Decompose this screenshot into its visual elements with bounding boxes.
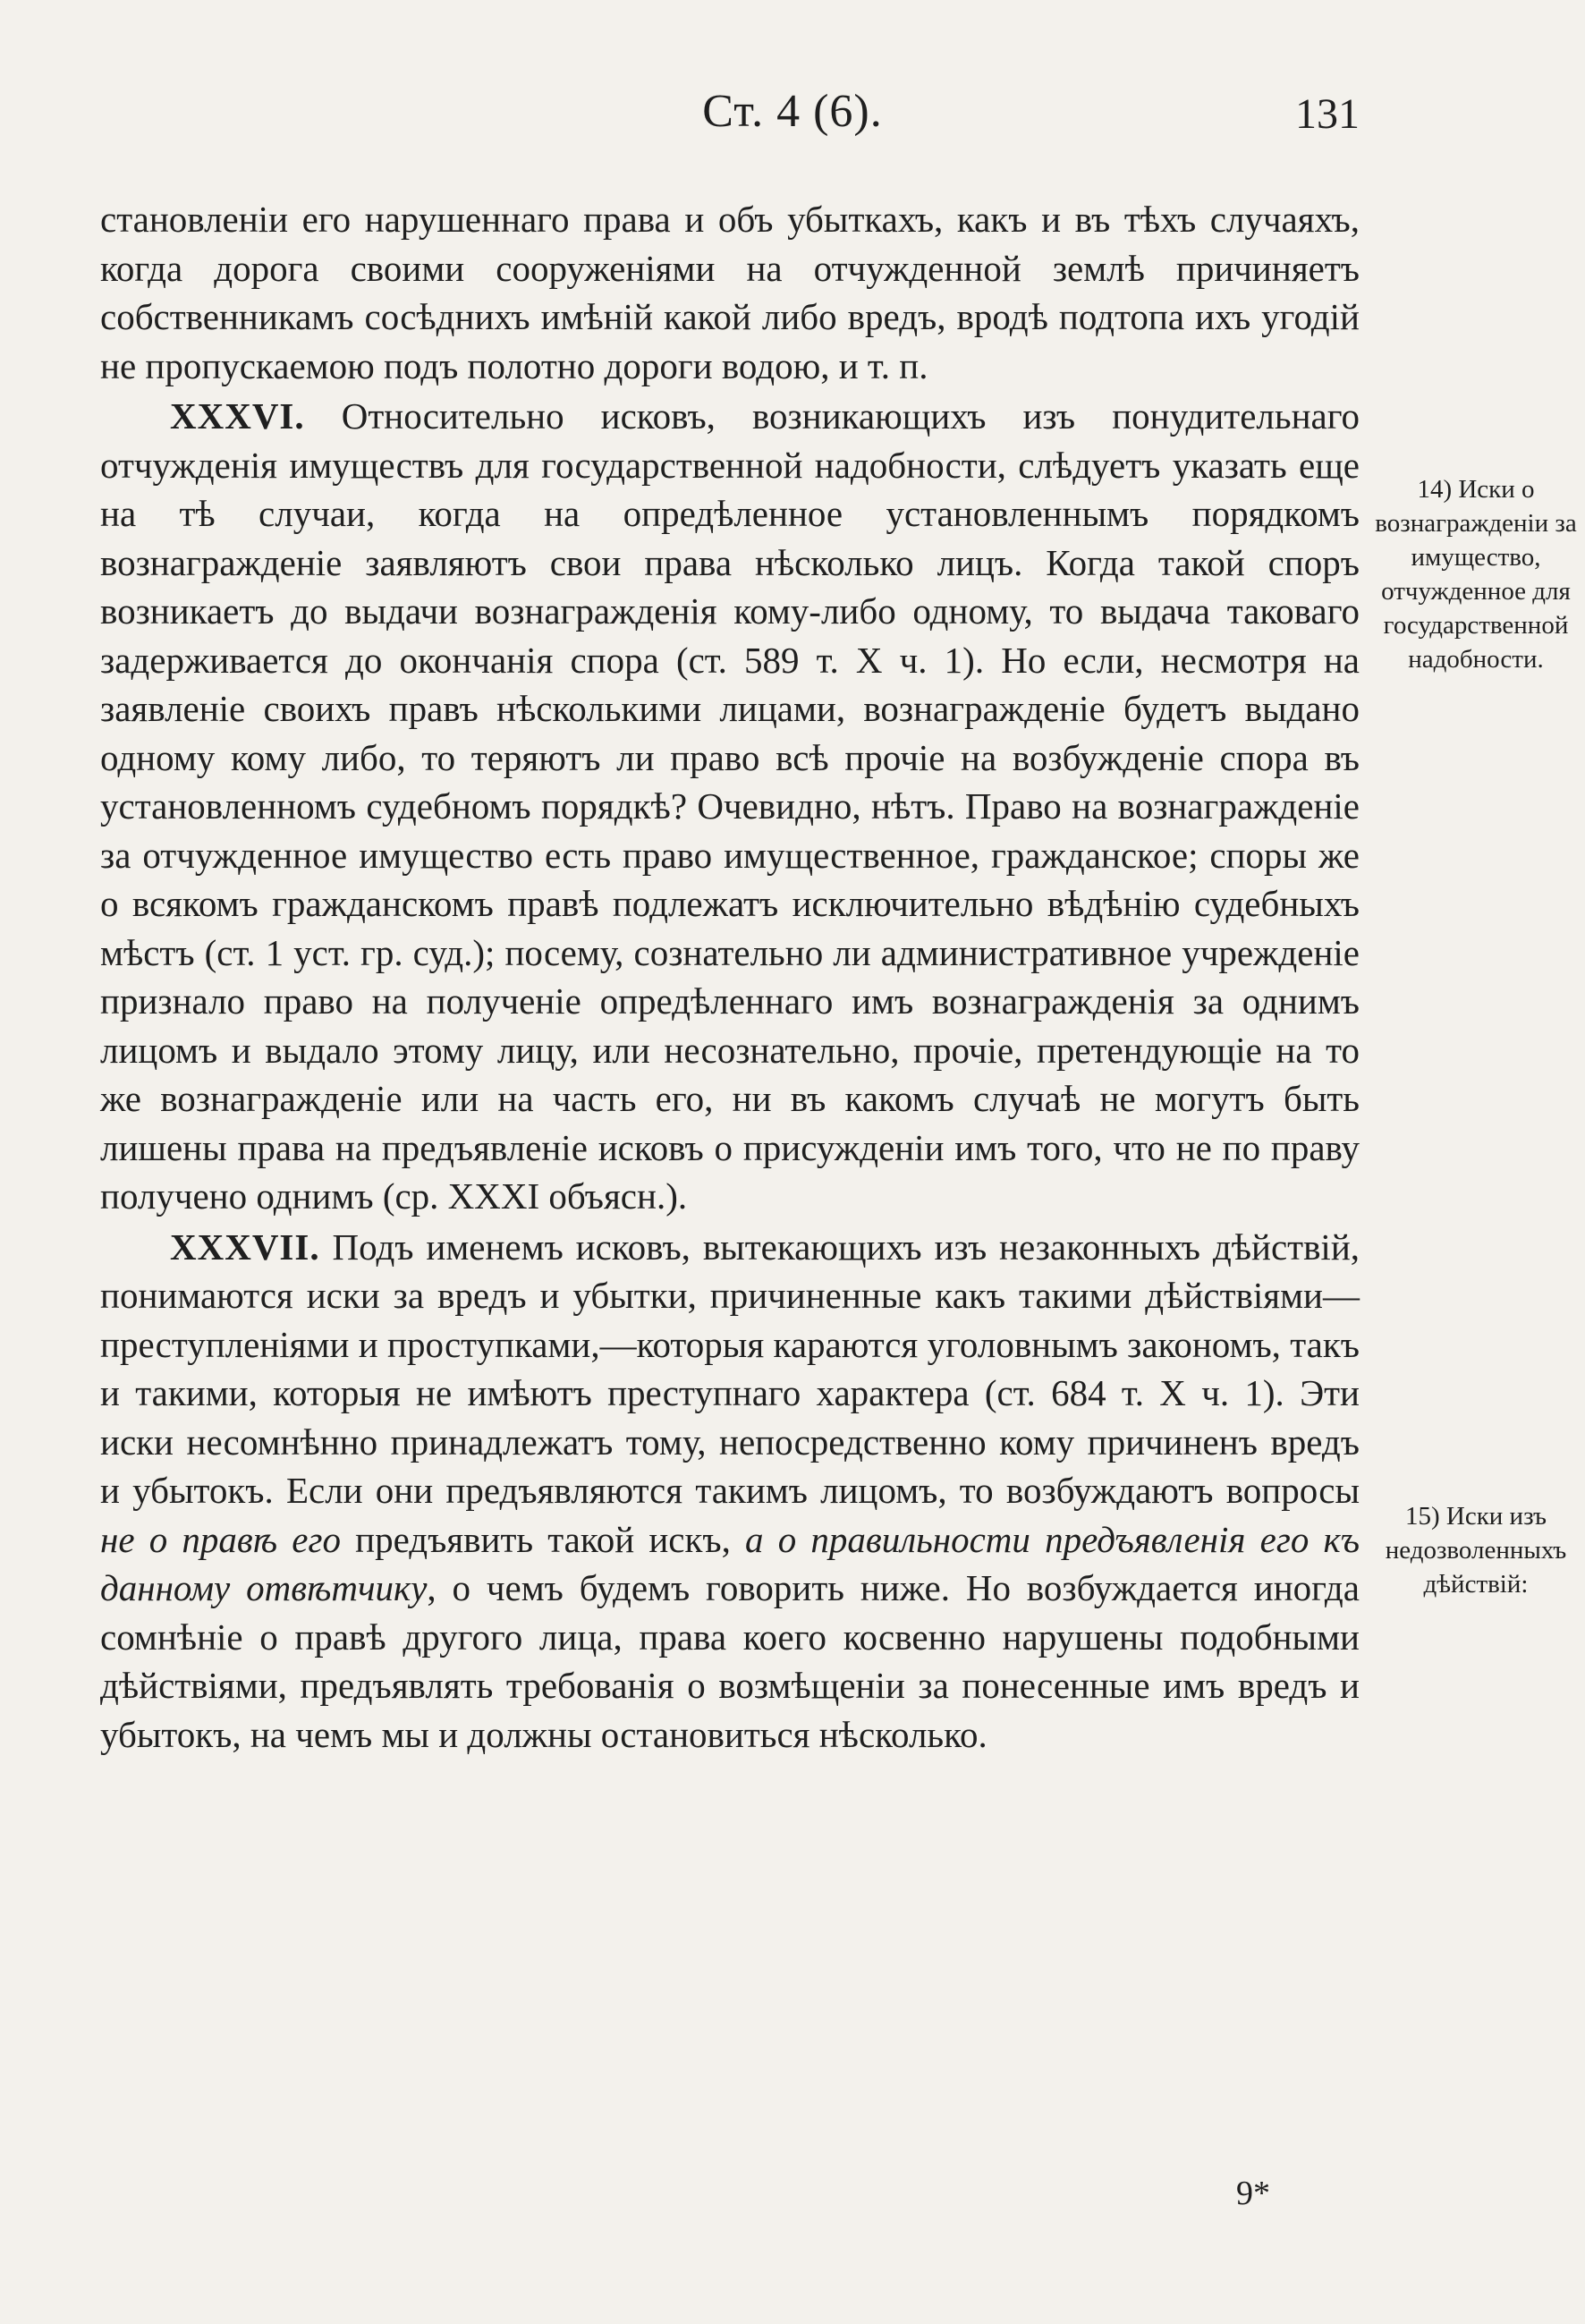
section-text: Относительно исковъ, возникающихъ изъ понудительнаго отчужденiя имуществъ для государственной надобности, слѣдуетъ указать еще на тѣ случаи, когда на опредѣленное установленнымъ порядкомъ вознагражденiе заявляютъ свои права нѣсколько лицъ. Когда такой споръ возникаетъ до выдачи вознагражденiя кому-либо одному, то выдача таковаго задерживается до окончанiя спора (ст. 589 т. X ч. 1). Но если, несмотря на заявленiе своихъ правъ нѣсколькими лицами, вознагражденiе будетъ выдано одному кому либо, то теряютъ ли право всѣ прочiе на возбужденiе спора въ установленномъ судебномъ порядкѣ? Очевидно, нѣтъ. Право на вознагражденiе за отчужденное имущество есть право имущественное, гражданское; споры же о всякомъ гражданскомъ правѣ подлежатъ исключительно вѣдѣнiю судебныхъ мѣстъ (ст. 1 уст. гр. суд.); посему, сознательно ли административное учрежденiе признало право на полученiе опредѣленнаго имъ вознагражденiя за однимъ лицомъ и выдало этому лицу, или несознательно, прочiе, претендующiе на то же вознагражденiе или на часть его, ни въ какомъ случаѣ не могутъ быть лишены права на предъявленiе исковъ о присужденiи имъ того, что не по праву получено однимъ (ср. XXXI объясн.).	[100, 395, 1360, 1217]
page-number: 131	[1295, 90, 1360, 138]
section-number: XXXVII.	[170, 1226, 320, 1268]
section-text: предъявить такой искъ,	[355, 1518, 731, 1560]
section-number: XXXVI.	[170, 395, 305, 437]
running-head: Ст. 4 (6).	[702, 86, 883, 137]
section-text: , о чемъ будемъ говорить ниже. Но возбуждается иногда сомнѣнiе о правѣ другого лица, права коего косвенно нарушены подобными дѣйствiями, предъявлять требованiя о возмѣщенiи за понесенные имъ вредъ и убытокъ, на чемъ мы и должны остановиться нѣсколько.	[100, 1567, 1360, 1755]
section-text: Подъ именемъ исковъ, вытекающихъ изъ незаконныхъ дѣйствiй, понимаются иски за вредъ и убытки, причиненные какъ такими дѣйствiями—преступленiями и проступками,—которыя караются уголовнымъ закономъ, такъ и такими, которыя не имѣютъ преступнаго характера (ст. 684 т. X ч. 1). Эти иски несомнѣнно принадлежатъ тому, непосредственно кому причиненъ вредъ и убытокъ. Если они предъявляются такимъ лицомъ, то возбуждаютъ вопросы	[100, 1226, 1360, 1511]
section-xxxvi	[100, 392, 1360, 1221]
emphasis-text: не о правѣ его	[100, 1518, 341, 1560]
section-xxxvii	[100, 1223, 1360, 1760]
signature-mark: 9*	[1236, 2175, 1270, 2212]
margin-note: 15) Иски изъ недозволенныхъ дѣйствiй:	[1385, 1502, 1567, 1599]
emphasis-text: а о правильности предъявленiя его къ данному отвѣтчику	[100, 1518, 1360, 1608]
margin-note: 14) Иски о вознагражденiи за имущество, отчужденное для государственной надобности.	[1375, 475, 1577, 674]
paragraph-continuation: становленiи его нарушеннаго права и объ убыткахъ, какъ и въ тѣхъ случаяхъ, когда дорога своими сооруженiями на отчужденной землѣ причиняетъ собственникамъ сосѣднихъ имѣнiй какой либо вредъ, вродѣ подтопа ихъ угодiй не пропускаемою подъ полотно дороги водою, и т. п.	[100, 199, 1360, 386]
main-text	[100, 195, 1360, 1759]
